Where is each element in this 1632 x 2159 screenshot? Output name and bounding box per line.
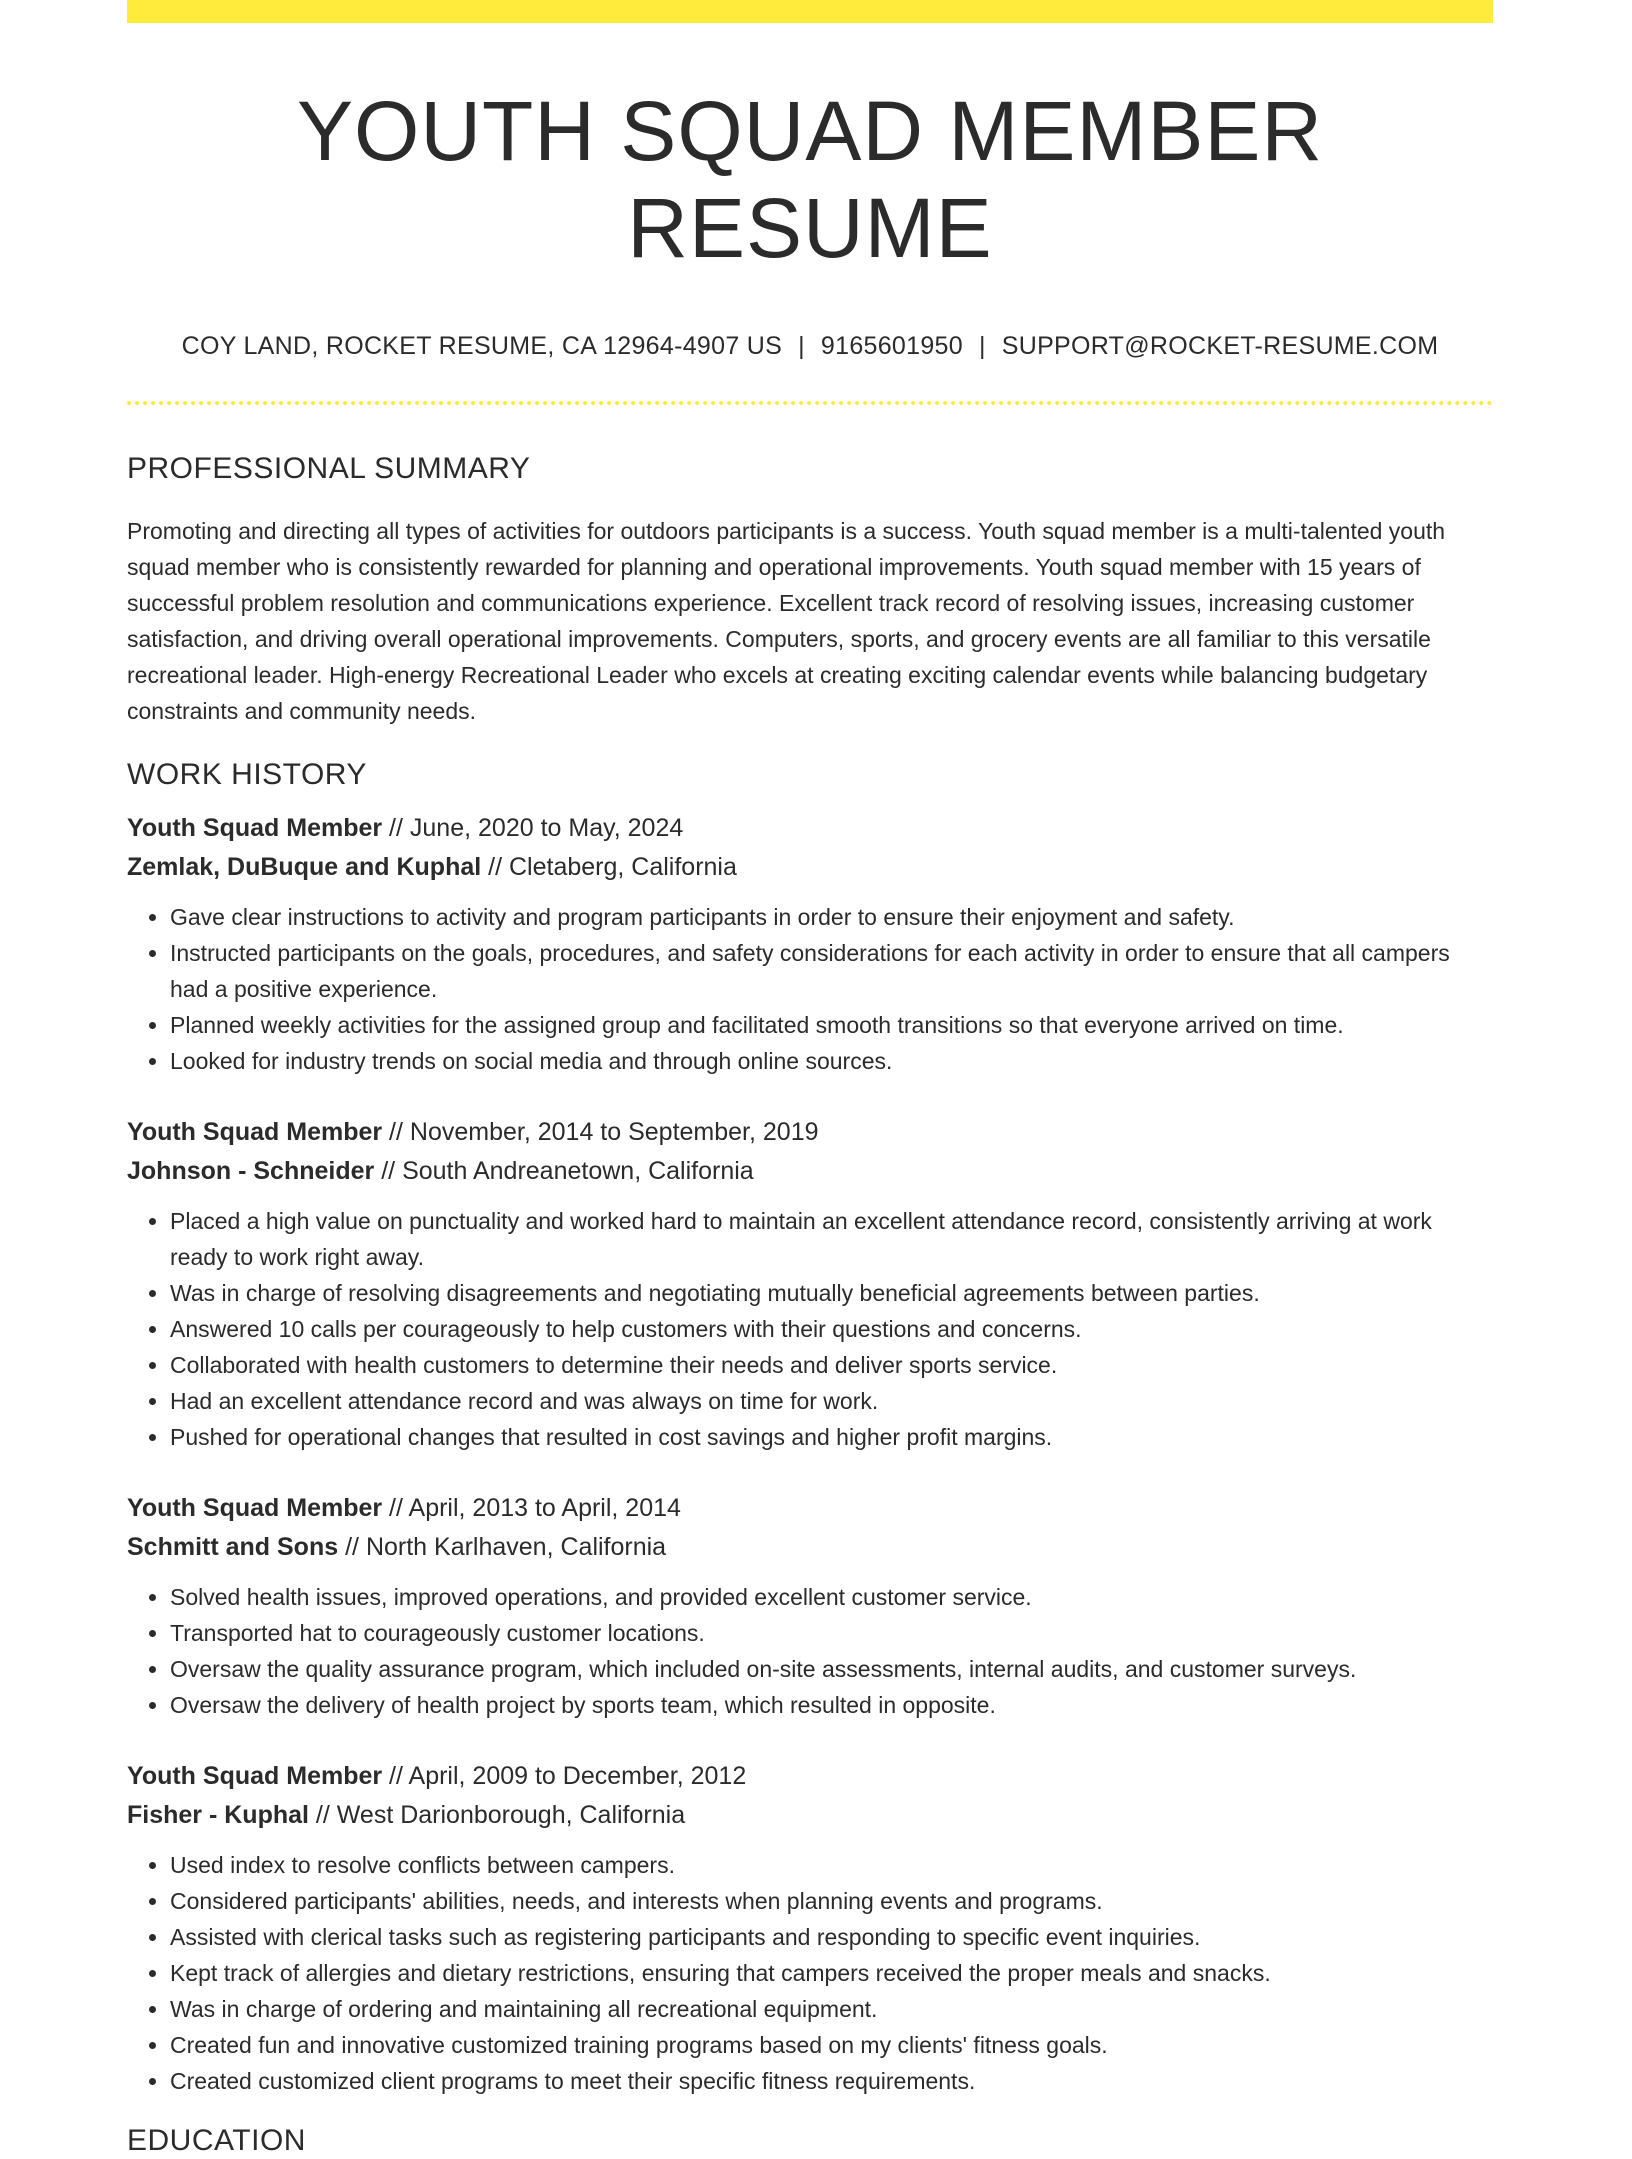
job-bullet: • Planned weekly activities for the assigned group and facilitated smooth transitions so that everyone arrived on time. bbox=[170, 1007, 1493, 1043]
job-bullets bbox=[127, 899, 1493, 1079]
job-bullet: • Oversaw the quality assurance program, which included on-site assessments, internal audits, and customer surveys. bbox=[170, 1651, 1493, 1687]
job-dates: June, 2020 to May, 2024 bbox=[409, 814, 684, 843]
contact-address: COY LAND, ROCKET RESUME, CA 12964-4907 US bbox=[181, 332, 783, 361]
job-bullet: • Had an excellent attendance record and was always on time for work. bbox=[170, 1383, 1493, 1419]
job-entry bbox=[127, 1489, 1493, 1723]
job-divider: // bbox=[374, 1157, 403, 1186]
job-company: Fisher - Kuphal bbox=[127, 1801, 309, 1830]
education-heading: EDUCATION bbox=[127, 2124, 306, 2158]
job-title: Youth Squad Member bbox=[127, 814, 383, 843]
job-title: Youth Squad Member bbox=[127, 1118, 383, 1147]
job-bullet: • Answered 10 calls per courageously to help customers with their questions and concerns. bbox=[170, 1311, 1493, 1347]
job-company: Zemlak, DuBuque and Kuphal bbox=[127, 853, 482, 882]
job-company-line bbox=[127, 1528, 1493, 1567]
job-title-line bbox=[127, 809, 1493, 848]
job-bullet: • Used index to resolve conflicts between campers. bbox=[170, 1847, 1493, 1883]
job-bullet: • Created fun and innovative customized training programs based on my clients' fitness goals. bbox=[170, 2027, 1493, 2063]
job-location: North Karlhaven, California bbox=[365, 1533, 667, 1562]
job-company-line bbox=[127, 848, 1493, 887]
job-bullet: • Solved health issues, improved operations, and provided excellent customer service. bbox=[170, 1579, 1493, 1615]
job-dates: November, 2014 to September, 2019 bbox=[409, 1118, 819, 1147]
job-bullet: • Placed a high value on punctuality and worked hard to maintain an excellent attendance record, consistently arriving at work ready to work right away. bbox=[170, 1203, 1493, 1275]
job-title-line bbox=[127, 1113, 1493, 1152]
top-accent-bar bbox=[127, 0, 1493, 23]
contact-phone: 9165601950 bbox=[820, 332, 963, 361]
job-divider: // bbox=[382, 814, 410, 843]
job-location: South Andreanetown, California bbox=[402, 1157, 754, 1186]
dotted-divider bbox=[127, 401, 1493, 405]
job-divider: // bbox=[382, 1762, 409, 1791]
job-divider: // bbox=[308, 1801, 337, 1830]
job-bullet: • Gave clear instructions to activity and program participants in order to ensure their enjoyment and safety. bbox=[170, 899, 1493, 935]
resume-title: YOUTH SQUAD MEMBER RESUME bbox=[296, 84, 1324, 275]
job-company-line bbox=[127, 1152, 1493, 1191]
job-company-line bbox=[127, 1796, 1493, 1835]
contact-separator: | bbox=[798, 332, 805, 361]
job-bullet: • Looked for industry trends on social media and through online sources. bbox=[170, 1043, 1493, 1079]
job-bullets bbox=[127, 1579, 1493, 1723]
job-bullet: • Instructed participants on the goals, procedures, and safety considerations for each activity in order to ensure that all campers had a positive experience. bbox=[170, 935, 1493, 1007]
job-bullets bbox=[127, 1847, 1493, 2099]
resume-page bbox=[127, 0, 1493, 2159]
job-dates: April, 2013 to April, 2014 bbox=[408, 1494, 681, 1523]
job-entry bbox=[127, 809, 1493, 1079]
contact-separator: | bbox=[978, 332, 986, 361]
work-history-list bbox=[127, 809, 1493, 2099]
job-bullet: • Oversaw the delivery of health project by sports team, which resulted in opposite. bbox=[170, 1687, 1493, 1723]
job-company: Johnson - Schneider bbox=[127, 1157, 375, 1186]
job-bullet: • Was in charge of ordering and maintaining all recreational equipment. bbox=[170, 1991, 1493, 2027]
job-bullet: • Transported hat to courageously customer locations. bbox=[170, 1615, 1493, 1651]
job-bullet: • Pushed for operational changes that resulted in cost savings and higher profit margins. bbox=[170, 1419, 1493, 1455]
job-bullet: • Considered participants' abilities, needs, and interests when planning events and programs. bbox=[170, 1883, 1493, 1919]
summary-heading: PROFESSIONAL SUMMARY bbox=[127, 452, 531, 486]
job-bullet: • Collaborated with health customers to determine their needs and deliver sports service. bbox=[170, 1347, 1493, 1383]
work-history-heading: WORK HISTORY bbox=[127, 758, 367, 792]
job-divider: // bbox=[338, 1533, 366, 1562]
job-bullet: • Created customized client programs to meet their specific fitness requirements. bbox=[170, 2063, 1493, 2099]
job-title-line bbox=[127, 1489, 1493, 1528]
job-divider: // bbox=[481, 853, 509, 882]
job-dates: April, 2009 to December, 2012 bbox=[408, 1762, 747, 1791]
contact-line bbox=[127, 331, 1493, 361]
job-company: Schmitt and Sons bbox=[127, 1533, 339, 1562]
job-bullet: • Assisted with clerical tasks such as registering participants and responding to specific event inquiries. bbox=[170, 1919, 1493, 1955]
job-entry bbox=[127, 1757, 1493, 2099]
job-divider: // bbox=[382, 1494, 409, 1523]
job-divider: // bbox=[382, 1118, 410, 1147]
job-bullet: • Was in charge of resolving disagreements and negotiating mutually beneficial agreements between parties. bbox=[170, 1275, 1493, 1311]
job-title-line bbox=[127, 1757, 1493, 1796]
job-entry bbox=[127, 1113, 1493, 1455]
job-bullet: • Kept track of allergies and dietary restrictions, ensuring that campers received the proper meals and snacks. bbox=[170, 1955, 1493, 1991]
job-title: Youth Squad Member bbox=[127, 1494, 383, 1523]
job-title: Youth Squad Member bbox=[127, 1762, 383, 1791]
job-location: Cletaberg, California bbox=[509, 853, 737, 882]
summary-text: Promoting and directing all types of activities for outdoors participants is a success. Youth squad member is a multi-talented youth squad member who is consistently rewarded for planning and operational improvements. Youth squad member with 15 years of successful problem resolution and communications experience. Excellent track record of resolving issues, increasing customer satisfaction, and driving overall operational improvements. Computers, sports, and grocery events are all familiar to this versatile recreational leader. High-energy Recreational Leader who excels at creating exciting calendar events while balancing budgetary constraints and community needs. bbox=[127, 518, 1446, 725]
job-bullets bbox=[127, 1203, 1493, 1455]
contact-email: SUPPORT@ROCKET-RESUME.COM bbox=[1001, 332, 1439, 361]
job-location: West Darionborough, California bbox=[336, 1801, 686, 1830]
